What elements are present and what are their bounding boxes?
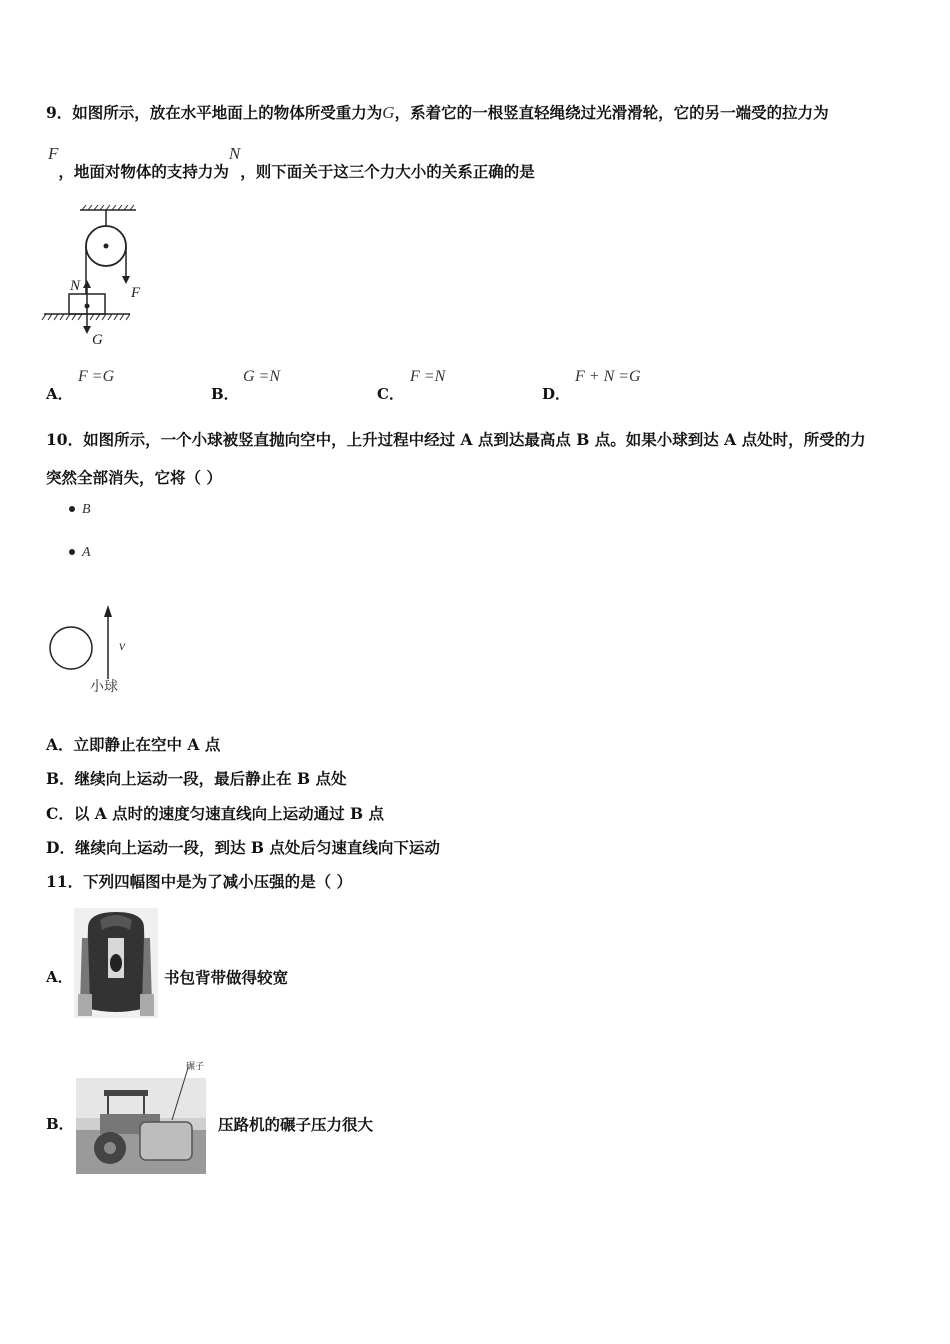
q9-option-d-formula: F + N =G [575, 368, 641, 385]
force-f-arrowhead [122, 276, 130, 284]
q10-option-c[interactable]: C．以 A 点时的速度匀速直线向上运动通过 B 点 [46, 804, 385, 823]
force-n-arrowhead [83, 280, 91, 288]
q10-option-d[interactable]: D．继续向上运动一段，到达 B 点处后匀速直线向下运动 [46, 838, 440, 857]
label-g: G [92, 332, 103, 348]
q9-option-d-label[interactable]: D． [542, 385, 571, 403]
q9-var-f: F [48, 144, 59, 163]
q9-option-b-label[interactable]: B． [211, 385, 239, 403]
label-n: N [70, 278, 81, 294]
label-ball: 小球 [90, 679, 118, 695]
q10-option-b[interactable]: B．继续向上运动一段，最后静止在 B 点处 [46, 769, 347, 788]
backpack-photo [74, 908, 158, 1018]
q10-option-a[interactable]: A．立即静止在空中 A 点 [46, 735, 221, 754]
photo-label-roller: 碾子 [186, 1062, 205, 1072]
force-g-arrowhead [83, 326, 91, 334]
q9-stem-line2 [48, 144, 535, 181]
label-v: v [119, 639, 126, 654]
q11-stem: 11．下列四幅图中是为了减小压强的是（ ） [46, 872, 352, 891]
q11-option-b-caption: 压路机的碾子压力很大 [218, 1115, 374, 1134]
q9-option-b-formula: G =N [243, 368, 281, 385]
q9-text-b: ，系着它的一根竖直轻绳绕过光滑滑轮，它的另一端受的拉力为 [394, 103, 829, 122]
q9-text-c: ，地面对物体的支持力为 [58, 162, 229, 181]
road-roller-photo [76, 1060, 206, 1174]
q9-option-c-label[interactable]: C． [377, 385, 404, 403]
q11-option-a-caption: 书包背带做得较宽 [164, 968, 289, 987]
q9-var-g: G [382, 103, 395, 122]
ball [50, 627, 92, 669]
point-a [69, 549, 75, 555]
q11-option-a-label[interactable]: A． [46, 968, 73, 986]
q9-text-a: 9．如图所示，放在水平地面上的物体所受重力为 [46, 103, 383, 122]
pulley-diagram [40, 204, 150, 350]
q9-option-c-formula: F =N [410, 368, 446, 385]
q9-stem-line1 [46, 101, 829, 123]
q10-stem-line2: 突然全部消失，它将（ ） [46, 468, 222, 487]
label-f: F [131, 285, 141, 301]
q9-var-n: N [228, 144, 241, 163]
label-a: A [82, 545, 91, 560]
q9-text-d: ，则下面关于这三个力大小的关系正确的是 [240, 162, 535, 181]
q9-option-a-formula: F =G [78, 368, 115, 385]
q11-option-b-label[interactable]: B． [46, 1115, 74, 1133]
q9-option-a-label[interactable]: A． [46, 385, 73, 403]
q10-stem-line1: 10．如图所示，一个小球被竖直抛向空中，上升过程中经过 A 点到达最高点 B 点。如果小球到达 A 点处时，所受的力 [46, 430, 866, 449]
label-b: B [82, 502, 91, 517]
point-b [69, 506, 75, 512]
ball-diagram [44, 495, 144, 700]
velocity-arrowhead [104, 605, 112, 617]
